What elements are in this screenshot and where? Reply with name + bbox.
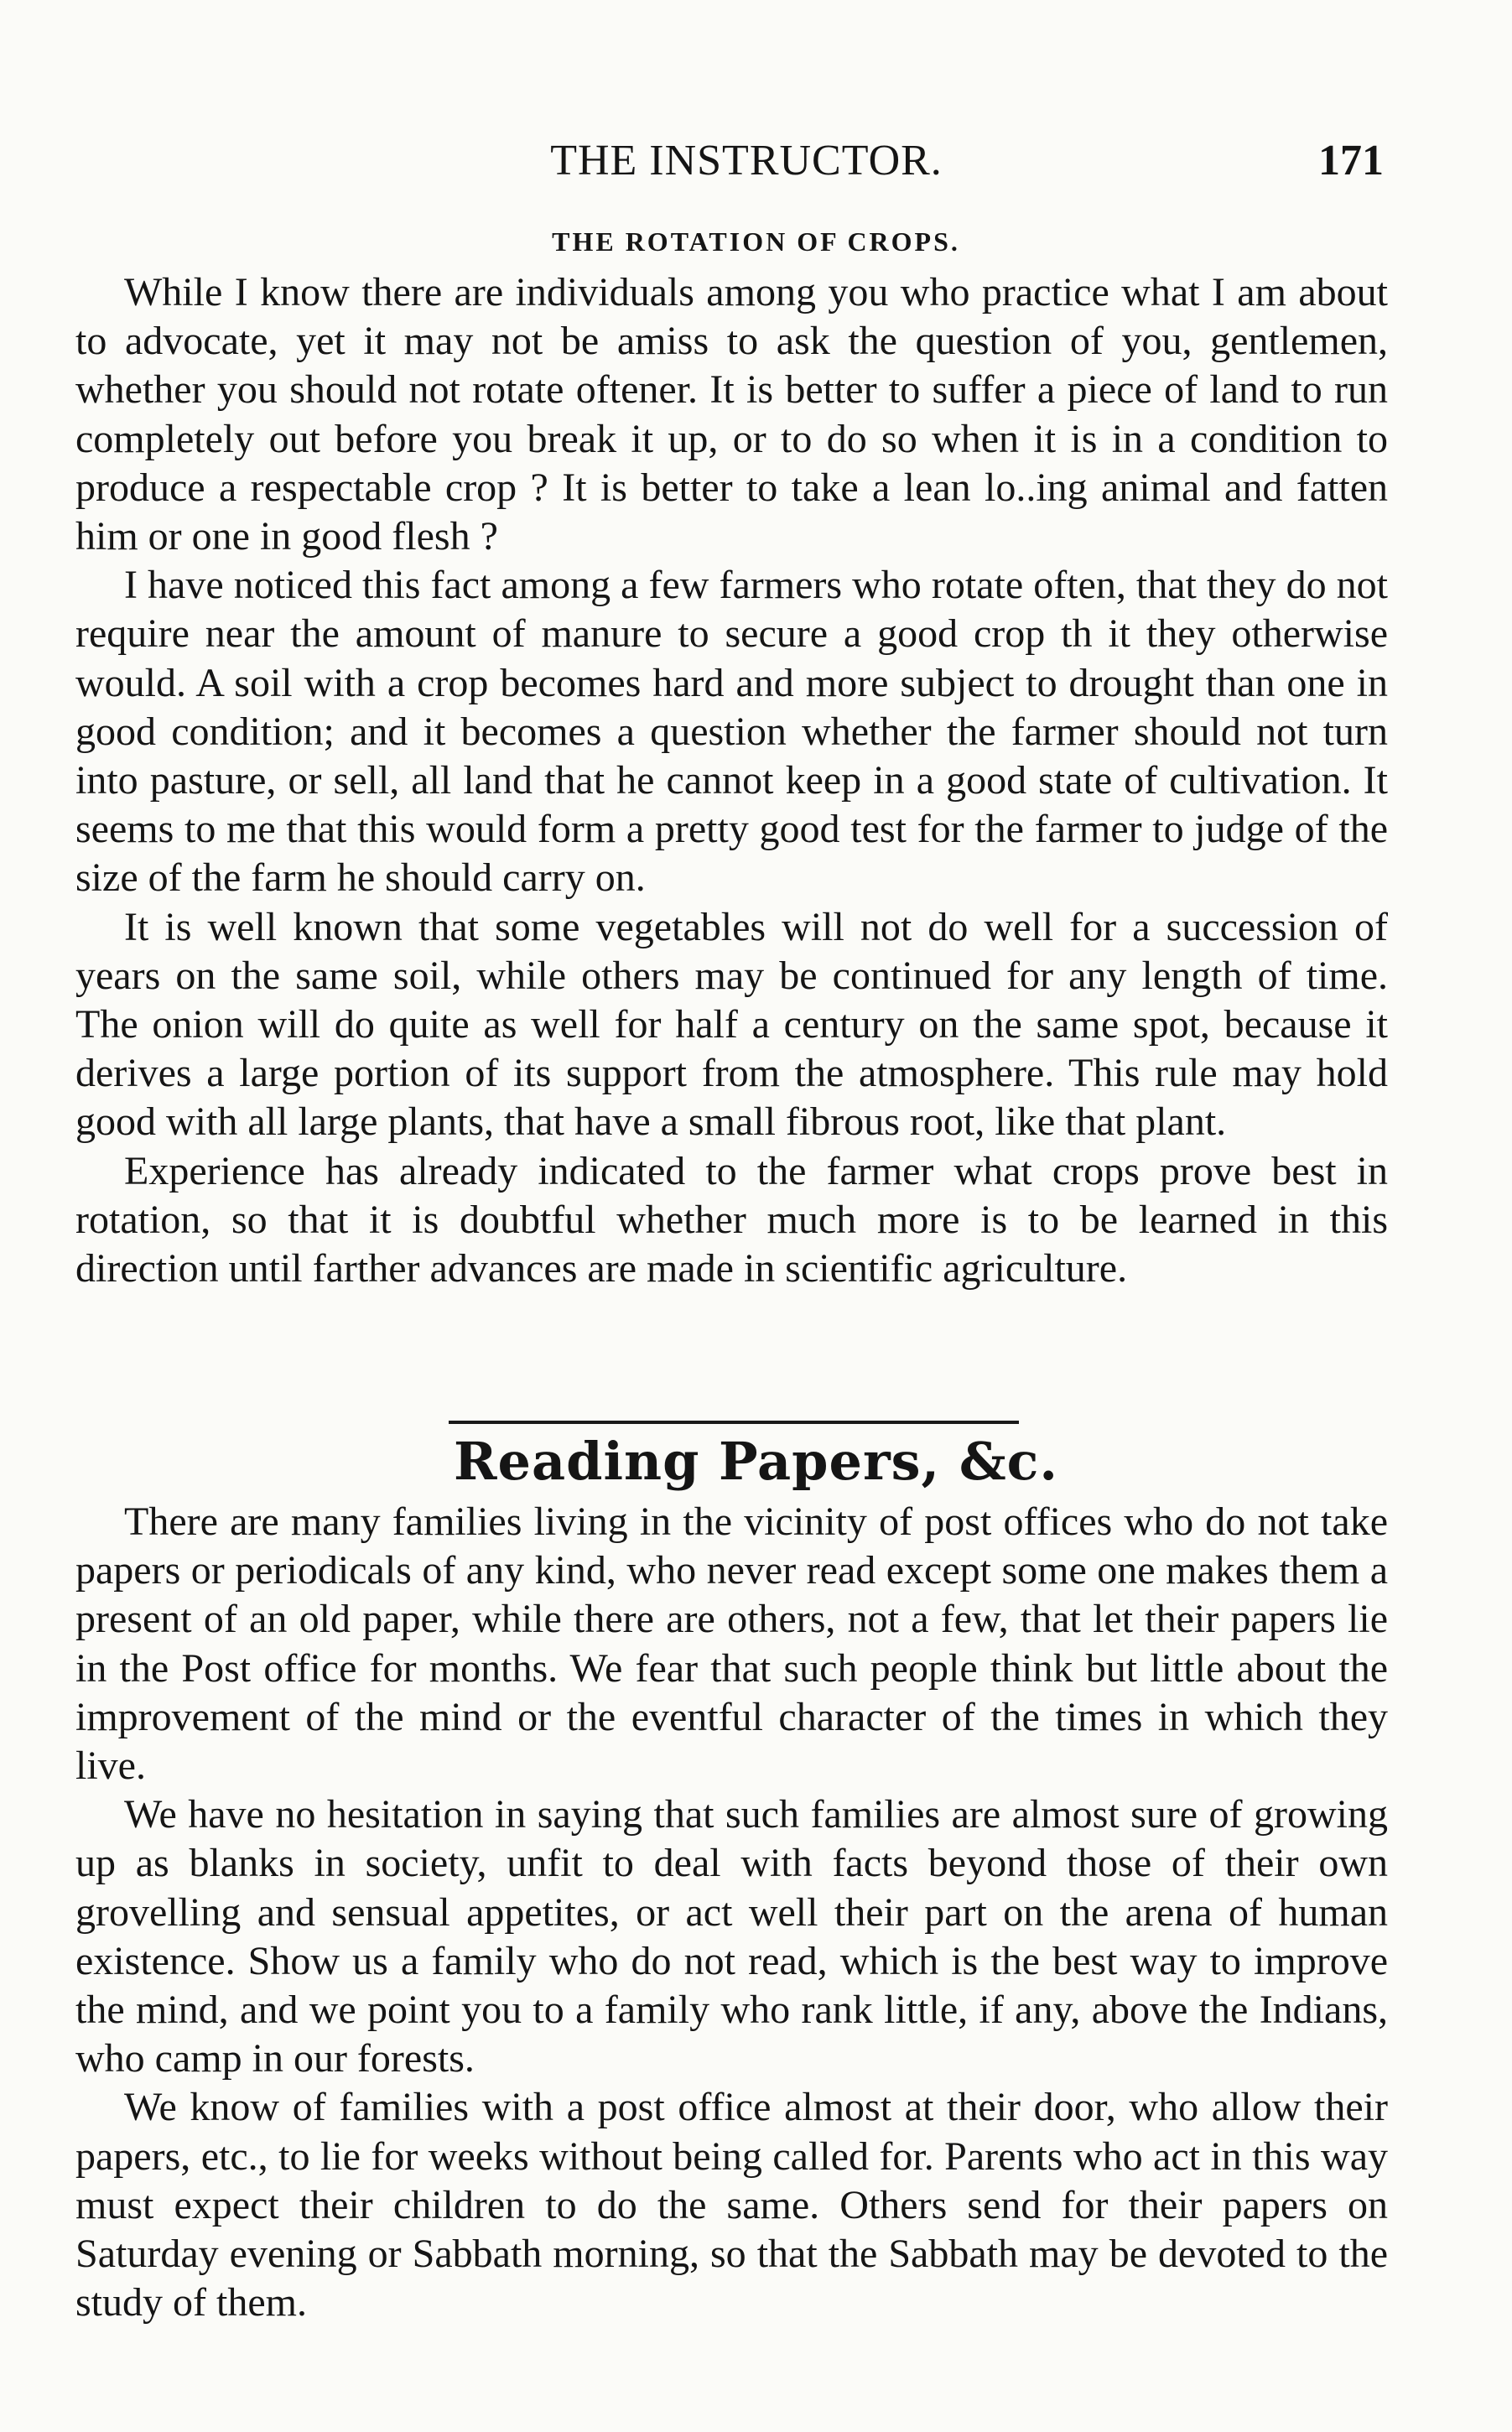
section-divider: [449, 1421, 1019, 1424]
article-body-reading-papers: [75, 1498, 1388, 2327]
paragraph: While I know there are individuals among you who practice what I am about to advocate, yet it may not be amiss to ask the question of you, gentlemen, whether you should not rotate oftener. It is better to suffer a piece of land to run completely out before you break it up, or to do so when it is in a condition to produce a respectable crop ? It is better to take a lean lo..ing animal and fatten him or one in good flesh ?: [75, 270, 1388, 559]
paragraph: There are many families living in the vicinity of post offices who do not take papers or periodicals of any kind, who never read except some one makes them a present of an old paper, while there are others, not a few, that let their papers lie in the Post office for months. We fear that such people think but little about the improvement of the mind or the eventful character of the times in which they live.: [75, 1499, 1388, 1789]
paragraph: We have no hesitation in saying that such families are almost sure of growing up as blanks in society, unfit to deal with facts beyond those of their own grovelling and sensual appetites, or act well their part on the arena of human existence. Show us a family who do not read, which is the best way to improve the mind, and we point you to a family who rank little, if any, above the Indians, who camp in our forests.: [75, 1792, 1388, 2081]
paragraph: Experience has already indicated to the farmer what crops prove best in rotation, so that it is doubtful whether much more is to be learned in this direction until farther advances are made in scientific agriculture.: [75, 1148, 1388, 1291]
paragraph: I have noticed this fact among a few farmers who rotate often, that they do not require near the amount of manure to secure a good crop th it they otherwise would. A soil with a crop becomes hard and more subject to drought than one in good condition; and it becomes a question whether the farmer should not turn into pasture, or sell, all land that he cannot keep in a good state of cultivation. It seems to me that this would form a pretty good test for the farmer to judge of the size of the farm he should carry on.: [75, 563, 1388, 901]
article-title-reading-papers: Reading Papers, &c.: [453, 1431, 1059, 1492]
page-number: 171: [1318, 137, 1384, 184]
paragraph: We know of families with a post office almost at their door, who allow their papers, etc., to lie for weeks without being called for. Parents who act in this way must expect their children to do the same. Others send for their papers on Saturday evening or Sabbath morning, so that the Sabbath may be devoted to the study of them.: [75, 2085, 1388, 2325]
article-title-rotation: THE ROTATION OF CROPS.: [552, 226, 960, 257]
running-head: [75, 136, 1417, 195]
paragraph: It is well known that some vegetables will not do well for a succession of years on the same soil, while others may be continued for any length of time. The onion will do quite as well for half a century on the same spot, because it derives a large portion of its support from the atmosphere. This rule may hold good with all large plants, that have a small fibrous root, like that plant.: [75, 904, 1388, 1145]
article-body-rotation: [75, 268, 1388, 1293]
journal-title: THE INSTRUCTOR.: [550, 137, 943, 184]
